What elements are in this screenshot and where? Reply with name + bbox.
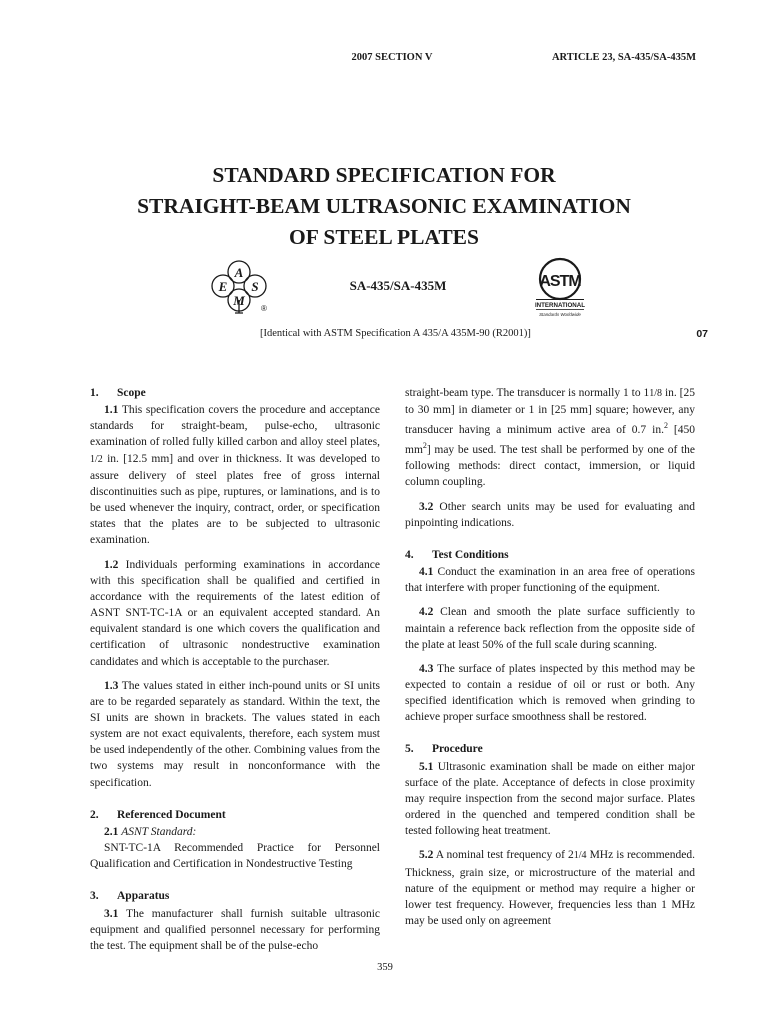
section-number: 2. [90, 808, 99, 821]
astm-logo-icon [530, 255, 590, 319]
identical-note: [Identical with ASTM Specification A 435/A 435M-90 (R2001)] [260, 328, 531, 339]
paragraph-number: 3.1 [104, 907, 119, 920]
paragraph-5-2 [405, 847, 695, 929]
paragraph-number: 1.3 [104, 679, 119, 692]
paragraph-4-1 [405, 564, 695, 596]
title-line-3: OF STEEL PLATES [289, 225, 479, 249]
section-number: 1. [90, 387, 99, 399]
title-line-1: STANDARD SPECIFICATION FOR [212, 163, 556, 187]
asme-logo-letter-m: M [233, 293, 245, 308]
astm-logo-tagline: Standards Worldwide [539, 312, 581, 317]
paragraph-text: in. [12.5 mm] and over in thickness. It was developed to assure delivery of steel plates free of gross internal discontinuities such as pipe, ruptures, or laminations, and is to be used whenever the inquiry, contract, order, or specification states that the plates are to be subjected to ultrasonic examination. [90, 452, 381, 547]
paragraph-1-2 [90, 557, 380, 670]
paragraph-1-3 [90, 678, 380, 791]
asme-logo-icon [208, 257, 270, 317]
superscript: 2 [422, 441, 427, 451]
asme-registered-mark: ® [261, 304, 267, 313]
superscript: 2 [663, 421, 668, 431]
astm-logo-mark: ASTM [539, 273, 581, 290]
revision-margin-mark: 07 [696, 328, 708, 340]
paragraph-text: Individuals performing examinations in accordance with this specification shall be qualified and certified in accordance with the requirements of the latest edition of ASNT SNT-TC-1A or an equivalent accepted standard. An equivalent standard is one which covers the qualification and certification of ultrasonic nondestructive examination candidates and which is acceptable to the purchaser. [90, 558, 380, 668]
fraction: 1/4 [573, 850, 587, 862]
paragraph-text: The manufacturer shall furnish suitable ultrasonic equipment and qualified personnel necessary for performing the test. The equipment shall be of the pulse-echo [90, 907, 381, 952]
paragraph-5-1 [405, 759, 695, 840]
paragraph-text: SNT-TC-1A Recommended Practice for Personnel Qualification and Certification in Nondestructive Testing [90, 842, 380, 871]
paragraph-number: 1.1 [104, 404, 119, 417]
title-line-2: STRAIGHT-BEAM ULTRASONIC EXAMINATION [137, 194, 631, 218]
fraction: 1/2 [90, 453, 103, 465]
section-title: Referenced Document [117, 808, 226, 821]
paragraph-text: This specification covers the procedure and acceptance standards for straight-beam, pulse-echo, ultrasonic examination of rolled fully killed carbon and alloy steel plates, [90, 404, 380, 449]
paragraph-text: Clean and smooth the plate surface sufficiently to maintain a reference back reflection from the opposite side of the plate at least 50% of the full scale during scanning. [405, 606, 695, 651]
asme-logo-letter-e: E [218, 279, 228, 294]
paragraph-2-1 [90, 824, 380, 840]
section-heading-procedure [405, 741, 695, 757]
designation: SA-435/SA-435M [349, 278, 447, 293]
paragraph-3-1 [90, 906, 380, 954]
running-header-section: 2007 SECTION V [351, 52, 433, 63]
paragraph-text: straight-beam type. The transducer is normally 1 to 1 [405, 387, 650, 399]
asme-logo-letter-s: S [251, 279, 259, 294]
asme-logo-letter-a: A [234, 265, 244, 280]
paragraph-4-2 [405, 604, 695, 652]
right-column [405, 385, 695, 929]
paragraph-number: 2.1 [104, 825, 119, 838]
section-title: Test Conditions [432, 548, 509, 561]
paragraph-text: ] may be used. The test shall be performed by one of the following methods: direct contact, immersion, or liquid column coupling. [405, 444, 695, 489]
paragraph-number: 5.2 [419, 849, 434, 862]
left-column [90, 385, 380, 954]
document-title [60, 160, 708, 253]
paragraph-number: 5.1 [419, 760, 434, 773]
standard-label: ASNT Standard: [121, 825, 197, 838]
paragraph-text: Ultrasonic examination shall be made on either major surface of the plate. Acceptance of defects in close proximity may require inspection from the second major surface. Plates ordered in the quenched and tempered condition shall be tested following heat treatment. [405, 760, 696, 838]
paragraph-3-2 [405, 499, 695, 531]
paragraph-text: MHz is recommended. Thickness, grain size, or microstructure of the material and nature of the equipment or method may require a higher or lower test frequency. However, frequencies less than 1 MHz may be used only on agreement [405, 849, 695, 928]
paragraph-number: 1.2 [104, 558, 119, 571]
paragraph-text: Other search units may be used for evaluating and pinpointing indications. [405, 500, 696, 529]
section-number: 4. [405, 548, 414, 561]
section-heading-apparatus [90, 888, 380, 904]
paragraph-text: [450 mm [405, 424, 695, 457]
section-number: 5. [405, 743, 414, 756]
section-title: Procedure [432, 743, 483, 756]
paragraph-3-1-continued [405, 385, 695, 491]
paragraph-number: 4.2 [419, 606, 434, 619]
section-title: Apparatus [117, 890, 170, 903]
paragraph-1-1 [90, 402, 380, 548]
section-heading-test-conditions [405, 547, 695, 563]
paragraph-number: 4.1 [419, 566, 434, 579]
running-header-article: ARTICLE 23, SA-435/SA-435M [551, 52, 696, 63]
section-number: 3. [90, 890, 99, 903]
section-heading-referenced-document [90, 807, 380, 823]
paragraph-text: The values stated in either inch-pound units or SI units are to be regarded separately as standard. Within the text, the SI units are shown in brackets. The values stated in each system are not exact equivalents, therefore, each system must be used independently of the other. Combining values from the two systems may result in nonconformance with the specification. [90, 679, 381, 789]
paragraph-4-3 [405, 661, 695, 726]
astm-logo-subtitle: INTERNATIONAL [534, 302, 586, 309]
referenced-standard-title [90, 840, 380, 872]
section-heading-scope [90, 385, 380, 401]
paragraph-number: 3.2 [419, 500, 434, 513]
page-number: 359 [377, 962, 393, 973]
paragraph-text: in. [25 to 30 mm] in diameter or 1 in [25 mm] square; however, any transducer having a minimum active area of 0.7 in. [405, 387, 695, 437]
section-title: Scope [117, 387, 146, 399]
paragraph-text: A nominal test frequency of 2 [435, 849, 574, 862]
paragraph-text: The surface of plates inspected by this method may be expected to contain a residue of oil or rust or both. Any specified identification which is removed when grinding to achieve proper surface smoothness shall be restored. [405, 662, 695, 724]
paragraph-text: Conduct the examination in an area free of operations that interfere with proper functioning of the equipment. [405, 566, 696, 595]
paragraph-number: 4.3 [419, 662, 434, 675]
fraction: 1/8 [649, 388, 663, 399]
